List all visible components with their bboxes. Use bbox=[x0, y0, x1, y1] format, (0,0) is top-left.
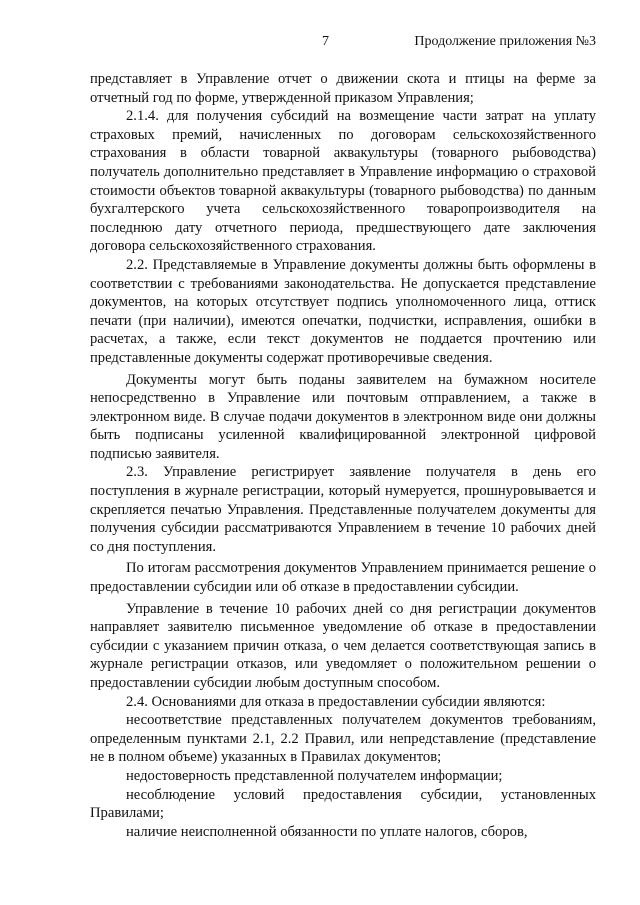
paragraph-4: Документы могут быть поданы заявителем на бумажном носителе непосредственно в Управление или почтовым отправлением, а также в электронном виде. В случае подачи документов в электронном виде они должны быть подписаны усиленной квалифицированной электронной цифровой подписью заявителя. bbox=[90, 371, 596, 462]
paragraph-8: 2.4. Основаниями для отказа в предоставлении субсидии являются: bbox=[126, 693, 546, 710]
paragraph-2: 2.1.4. для получения субсидий на возмещение части затрат на уплату страховых премий, начисленных по договорам сельскохозяйственного страхования в области товарной аквакультуры (товарного рыбоводства) получатель дополнительно представляет в Управление информацию о страховой стоимости объектов товарной аквакультуры (товарного рыбоводства) по данным бухгалтерского учета сельскохозяйственного товаропроизводителя на последнюю дату отчетного периода, предшествующего дате заключения договора сельскохозяйственного страхования. bbox=[90, 108, 596, 255]
paragraph-10: недостоверность представленной получателем информации; bbox=[126, 767, 503, 784]
paragraph-5: 2.3. Управление регистрирует заявление получателя в день его поступления в журнале регистрации, который нумеруется, прошнуровывается и скрепляется печатью Управления. Представленные получателем документы для получения субсидии рассматриваются Управлением в течение 10 рабочих дней со дня поступления. bbox=[90, 464, 596, 555]
page-number: 7 bbox=[322, 34, 329, 49]
page-header bbox=[0, 34, 640, 52]
document-body bbox=[90, 70, 596, 841]
paragraph-1: представляет в Управление отчет о движении скота и птицы на ферме за отчетный год по форме, утвержденной приказом Управления; bbox=[90, 71, 596, 106]
paragraph-3: 2.2. Представляемые в Управление документы должны быть оформлены в соответствии с требованиями законодательства. Не допускается представление документов, на которых отсутствует подпись уполномоченного лица, оттиск печати (при наличии), имеются опечатки, подчистки, исправления, ошибки в расчетах, а также, если текст документов не поддается прочтению или представленные документы содержат противоречивые сведения. bbox=[90, 256, 596, 366]
appendix-continuation-note: Продолжение приложения №3 bbox=[414, 34, 596, 49]
paragraph-9: несоответствие представленных получателем документов требованиям, определенным пунктами 2.1, 2.2 Правил, или непредставление (представление не в полном объеме) указанных в Правилах документов; bbox=[90, 712, 596, 766]
paragraph-6: По итогам рассмотрения документов Управлением принимается решение о предоставлении субсидии или об отказе в предоставлении субсидии. bbox=[90, 560, 596, 596]
paragraph-7: Управление в течение 10 рабочих дней со дня регистрации документов направляет заявителю письменное уведомление об отказе в предоставлении субсидии с указанием причин отказа, о чем делается соответствующая запись в журнале регистрации отказов, или уведомляет о положительном решении о предоставлении субсидии любым доступным способом. bbox=[90, 600, 596, 691]
paragraph-12: наличие неисполненной обязанности по уплате налогов, сборов, bbox=[126, 823, 528, 840]
paragraph-11: несоблюдение условий предоставления субсидии, установленных Правилами; bbox=[90, 786, 596, 822]
